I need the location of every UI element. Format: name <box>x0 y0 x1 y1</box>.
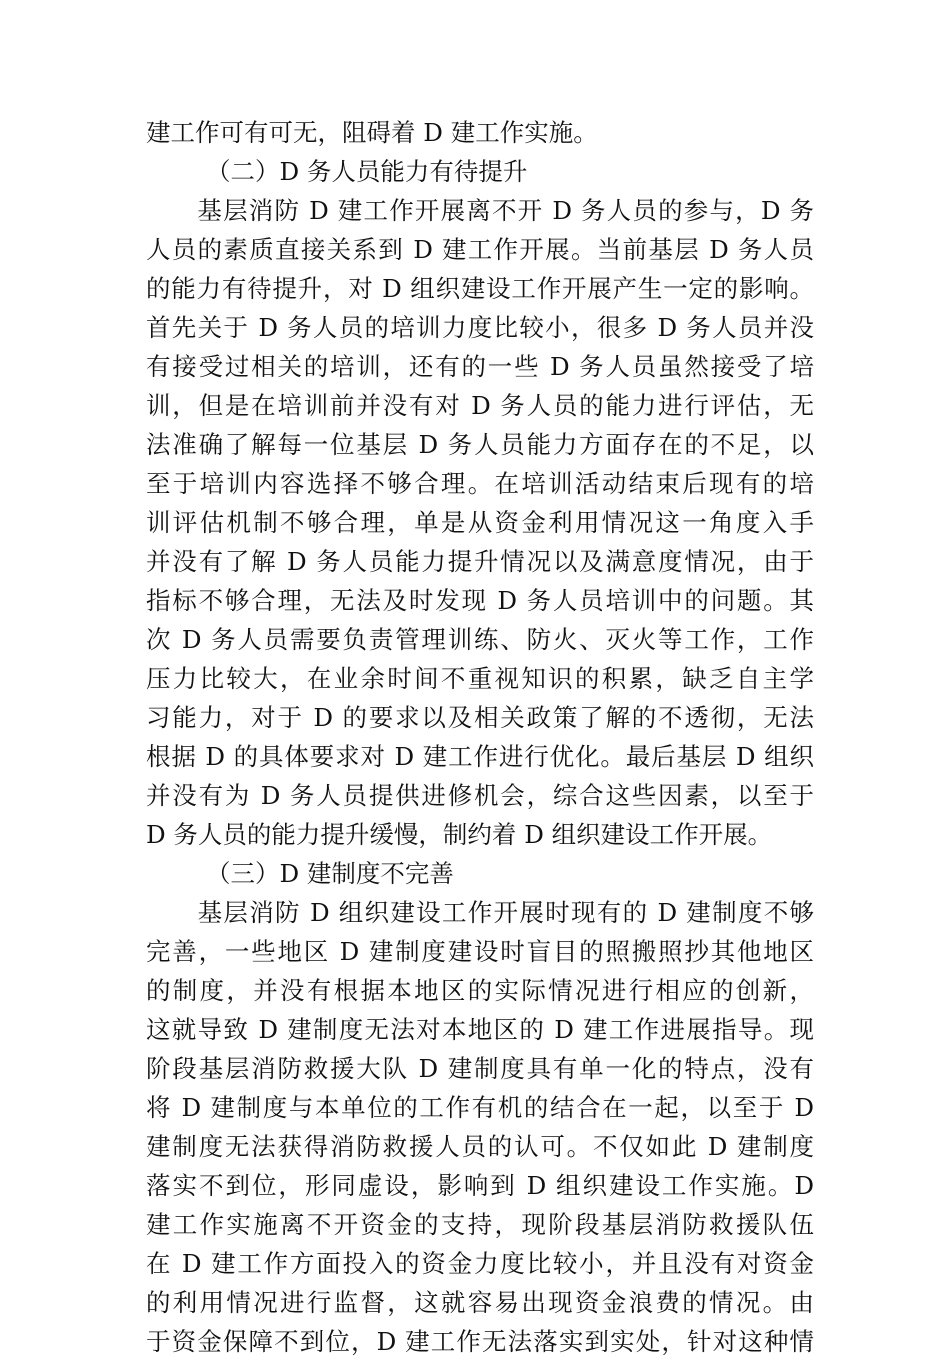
paragraph-line: 的能力有待提升，对 D 组织建设工作开展产生一定的影响。 <box>146 274 814 303</box>
paragraph-line: 基层消防 D 组织建设工作开展时现有的 D 建制度不够 <box>146 898 814 927</box>
paragraph-line: 训，但是在培训前并没有对 D 务人员的能力进行评估，无 <box>146 391 814 420</box>
paragraph-line: 并没有为 D 务人员提供进修机会，综合这些因素，以至于 <box>146 781 814 810</box>
paragraph-line: 训评估机制不够合理，单是从资金利用情况这一角度入手 <box>146 508 814 537</box>
paragraph-line: 并没有了解 D 务人员能力提升情况以及满意度情况，由于 <box>146 547 814 576</box>
paragraph-line: 指标不够合理，无法及时发现 D 务人员培训中的问题。其 <box>146 586 814 615</box>
paragraph-line: 的利用情况进行监督，这就容易出现资金浪费的情况。由 <box>146 1288 814 1317</box>
paragraph-line: 完善，一些地区 D 建制度建设时盲目的照搬照抄其他地区 <box>146 937 814 966</box>
paragraph-line: 阶段基层消防救援大队 D 建制度具有单一化的特点，没有 <box>146 1054 814 1083</box>
paragraph-line: 法准确了解每一位基层 D 务人员能力方面存在的不足，以 <box>146 430 814 459</box>
paragraph-line: 建工作可有可无，阻碍着 D 建工作实施。 <box>146 118 598 147</box>
paragraph-line: 在 D 建工作方面投入的资金力度比较小，并且没有对资金 <box>146 1249 814 1278</box>
document-body <box>146 113 814 1361</box>
section-heading: （三）D 建制度不完善 <box>206 859 454 888</box>
paragraph-line: 这就导致 D 建制度无法对本地区的 D 建工作进展指导。现 <box>146 1015 814 1044</box>
paragraph-line: 人员的素质直接关系到 D 建工作开展。当前基层 D 务人员 <box>146 235 814 264</box>
paragraph-line: 的制度，并没有根据本地区的实际情况进行相应的创新， <box>146 976 814 1005</box>
paragraph-line: 基层消防 D 建工作开展离不开 D 务人员的参与，D 务 <box>146 196 814 225</box>
paragraph-line: 将 D 建制度与本单位的工作有机的结合在一起，以至于 D <box>146 1093 814 1122</box>
paragraph-line: 次 D 务人员需要负责管理训练、防火、灭火等工作，工作 <box>146 625 814 654</box>
section-heading: （二）D 务人员能力有待提升 <box>206 157 528 186</box>
paragraph-line: 习能力，对于 D 的要求以及相关政策了解的不透彻，无法 <box>146 703 814 732</box>
paragraph-line: 建制度无法获得消防救援人员的认可。不仅如此 D 建制度 <box>146 1132 814 1161</box>
paragraph-line: D 务人员的能力提升缓慢，制约着 D 组织建设工作开展。 <box>146 820 773 849</box>
paragraph-line: 根据 D 的具体要求对 D 建工作进行优化。最后基层 D 组织 <box>146 742 814 771</box>
paragraph-line: 首先关于 D 务人员的培训力度比较小，很多 D 务人员并没 <box>146 313 814 342</box>
paragraph-line: 建工作实施离不开资金的支持，现阶段基层消防救援队伍 <box>146 1210 814 1239</box>
paragraph-line: 压力比较大，在业余时间不重视知识的积累，缺乏自主学 <box>146 664 814 693</box>
paragraph-line: 落实不到位，形同虚设，影响到 D 组织建设工作实施。D <box>146 1171 814 1200</box>
paragraph-line: 有接受过相关的培训，还有的一些 D 务人员虽然接受了培 <box>146 352 814 381</box>
paragraph-line: 于资金保障不到位，D 建工作无法落实到实处，针对这种情 <box>146 1327 814 1356</box>
paragraph-line: 至于培训内容选择不够合理。在培训活动结束后现有的培 <box>146 469 814 498</box>
